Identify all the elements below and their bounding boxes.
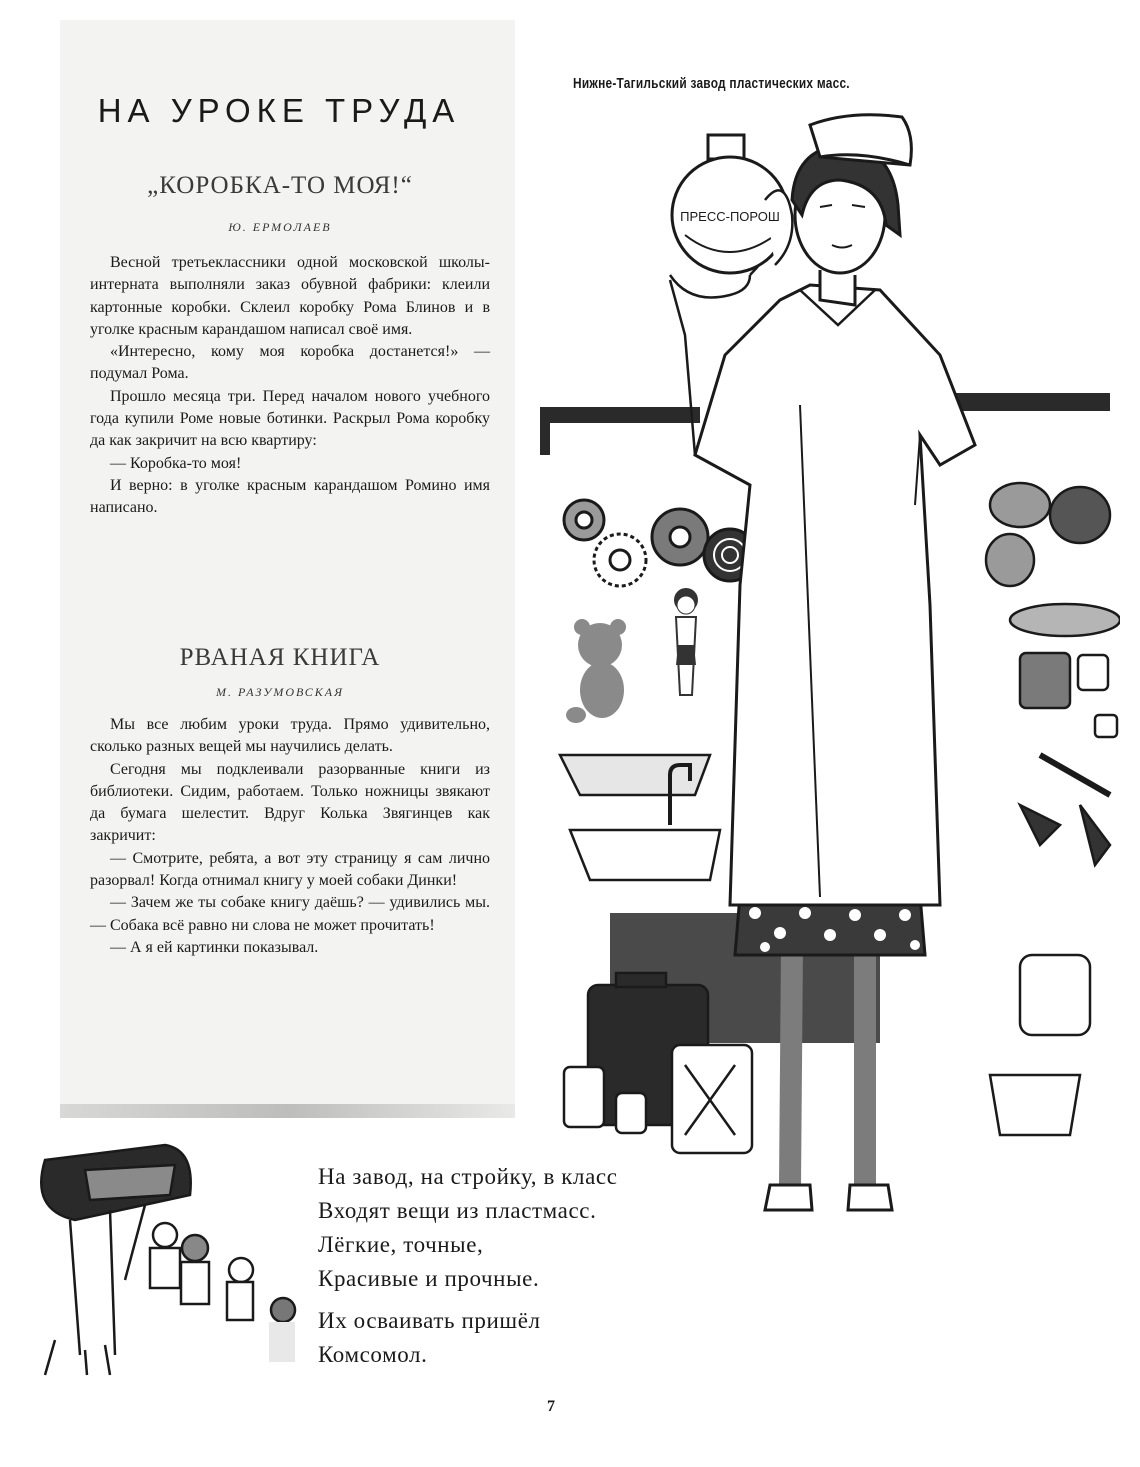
story2-paragraph: Сегодня мы подклеивали разорванные книги из библиотеки. Сидим, работаем. Только ножницы звякают да бумага шелестит. Вдруг Колька Звягинцев как закричит:: [90, 760, 490, 845]
story1-paragraph: «Интересно, кому моя коробка достанется!» — подумал Рома.: [90, 343, 490, 383]
poem-line: Комсомол.: [318, 1342, 428, 1367]
story2-paragraph: — Зачем же ты собаке книгу даёшь? — удивились мы. — Собака всё равно ни слова не может прочитать!: [90, 894, 490, 934]
story1-body: [90, 252, 490, 520]
flask-label: ПРЕСС-ПОРОШ: [680, 209, 780, 224]
story2-paragraph: Мы все любим уроки труда. Прямо удивительно, сколько разных вещей мы научились делать.: [90, 716, 490, 756]
poem-line: На завод, на стройку, в класс: [318, 1164, 618, 1189]
poem-line: Красивые и прочные.: [318, 1266, 540, 1291]
poem-line: Их осваивать пришёл: [318, 1308, 541, 1333]
story1-paragraph: Весной третьеклассники одной московской школы-интерната выполняли заказ обувной фабрики: клеили картонные коробки. Склеил коробку Рома Блинов и в уголке красным карандашом написал своё имя.: [90, 254, 490, 338]
tray-and-sink-illustration: [560, 755, 720, 880]
page-number: 7: [547, 1398, 555, 1415]
toys-illustration: [566, 588, 698, 723]
page-heading: НА УРОКЕ ТРУДА: [97, 92, 461, 129]
story1-paragraph: И верно: в уголке красным карандашом Ромино имя написано.: [90, 476, 490, 517]
story2-author: М. РАЗУМОВСКАЯ: [216, 685, 344, 699]
story2-title: РВАНАЯ КНИГА: [179, 644, 381, 671]
illustration-caption: Нижне-Тагильский завод пластических масс.: [573, 76, 850, 92]
story1-paragraph: Прошло месяца три. Перед началом нового учебного года купили Роме новые ботинки. Раскрыл Рома коробку да как закричит на всю квартиру:: [90, 387, 490, 450]
story2-body: [90, 714, 490, 959]
factory-worker-illustration: [520, 105, 1120, 1285]
story1-author: Ю. ЕРМОЛАЕВ: [228, 220, 332, 234]
gears-illustration: [564, 500, 756, 586]
story2-paragraph: — А я ей картинки показывал.: [110, 938, 319, 956]
story2-paragraph: — Смотрите, ребята, а вот эту страницу я сам лично разорвал! Когда отнимал книгу у моей собаки Динки!: [90, 849, 490, 890]
story1-paragraph: — Коробка-то моя!: [110, 454, 242, 472]
column-shadow-strip: [60, 1104, 515, 1118]
poem-line: Входят вещи из пластмасс.: [318, 1198, 597, 1223]
poem-line: Лёгкие, точные,: [318, 1232, 484, 1257]
story1-title: „КОРОБКА-ТО МОЯ!“: [147, 172, 413, 199]
plastic-goods-illustration: [986, 483, 1120, 1135]
poem: [318, 1160, 618, 1372]
children-illustration: [15, 1140, 315, 1380]
